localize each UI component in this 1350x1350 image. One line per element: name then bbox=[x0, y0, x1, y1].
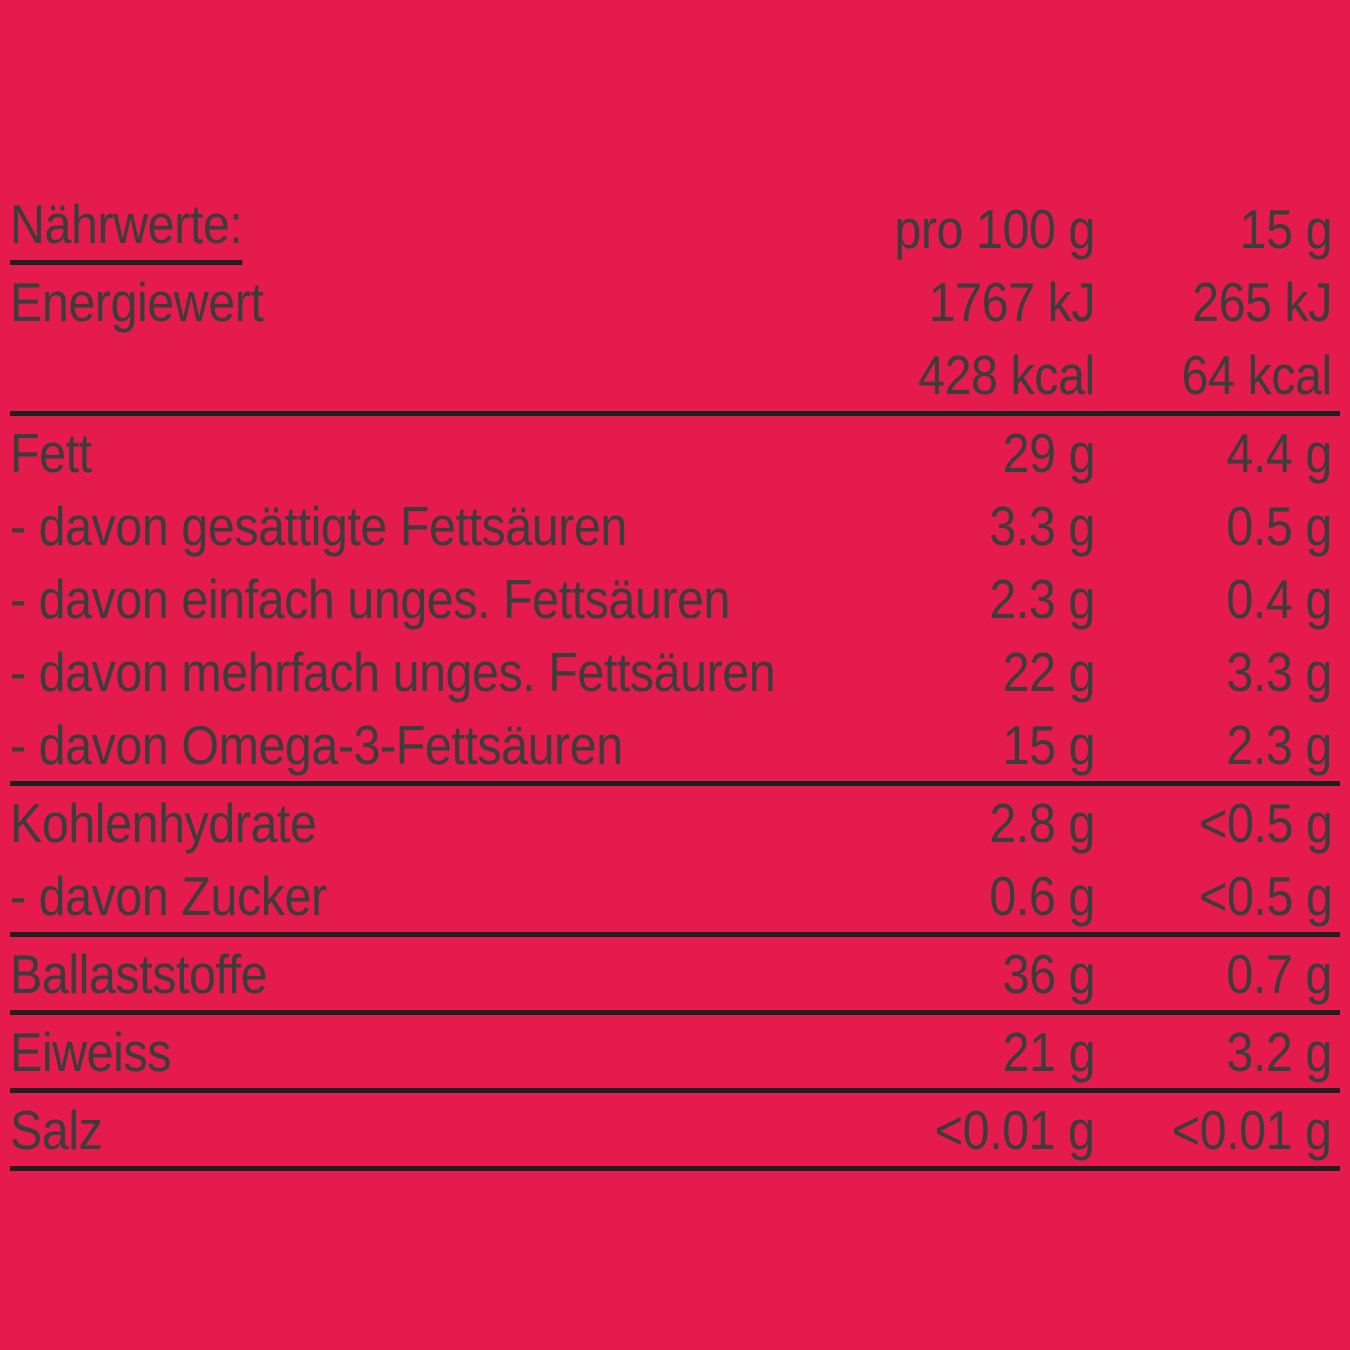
value-per-100g: 2.3 g bbox=[989, 567, 1095, 630]
table-title: Nährwerte: bbox=[10, 192, 242, 265]
value-per-15g: 64 kcal bbox=[1181, 343, 1332, 406]
nutrient-name: - davon Zucker bbox=[10, 864, 327, 927]
column-header-per-15g: 15 g bbox=[1239, 197, 1332, 260]
nutrient-name: - davon Omega-3-Fettsäuren bbox=[10, 713, 623, 776]
value-per-15g: 265 kJ bbox=[1192, 270, 1332, 333]
value-per-100g: 21 g bbox=[1002, 1020, 1095, 1083]
nutrient-row bbox=[10, 1013, 1340, 1091]
value-per-100g: 0.6 g bbox=[989, 864, 1095, 927]
nutrient-name: Energiewert bbox=[10, 270, 264, 333]
nutrient-name: Ballaststoffe bbox=[10, 942, 268, 1005]
value-per-100g: 1767 kJ bbox=[928, 270, 1095, 333]
value-per-100g: 3.3 g bbox=[989, 494, 1095, 557]
nutrient-row bbox=[10, 414, 1340, 490]
nutrient-row bbox=[10, 784, 1340, 860]
nutrition-table bbox=[10, 192, 1340, 1171]
value-per-15g: 3.3 g bbox=[1226, 640, 1332, 703]
column-header-per-100g: pro 100 g bbox=[894, 197, 1095, 260]
nutrient-name: - davon gesättigte Fettsäuren bbox=[10, 494, 627, 557]
nutrient-row bbox=[10, 562, 1340, 635]
nutrient-row bbox=[10, 338, 1340, 414]
value-per-15g: 0.7 g bbox=[1226, 942, 1332, 1005]
nutrient-name: - davon einfach unges. Fettsäuren bbox=[10, 567, 731, 630]
value-per-100g: 22 g bbox=[1002, 640, 1095, 703]
value-per-15g: 3.2 g bbox=[1226, 1020, 1332, 1083]
value-per-15g: <0.5 g bbox=[1198, 791, 1332, 854]
value-per-15g: 2.3 g bbox=[1226, 713, 1332, 776]
nutrient-name: - davon mehrfach unges. Fettsäuren bbox=[10, 640, 776, 703]
value-per-100g: 29 g bbox=[1002, 421, 1095, 484]
value-per-15g: 4.4 g bbox=[1226, 421, 1332, 484]
value-per-100g: 428 kcal bbox=[918, 343, 1095, 406]
nutrient-row bbox=[10, 1091, 1340, 1169]
nutrient-row bbox=[10, 935, 1340, 1013]
value-per-15g: 0.4 g bbox=[1226, 567, 1332, 630]
nutrient-name: Salz bbox=[10, 1098, 103, 1161]
value-per-15g: <0.01 g bbox=[1172, 1098, 1332, 1161]
value-per-100g: 36 g bbox=[1002, 942, 1095, 1005]
nutrient-row bbox=[10, 859, 1340, 935]
value-per-100g: 15 g bbox=[1002, 713, 1095, 776]
nutrient-name: Fett bbox=[10, 421, 92, 484]
nutrition-header-row bbox=[10, 192, 1340, 265]
nutrient-row bbox=[10, 635, 1340, 708]
value-per-15g: 0.5 g bbox=[1226, 494, 1332, 557]
value-per-15g: <0.5 g bbox=[1198, 864, 1332, 927]
nutrient-row bbox=[10, 265, 1340, 338]
value-per-100g: <0.01 g bbox=[935, 1098, 1095, 1161]
nutrient-name: Eiweiss bbox=[10, 1020, 171, 1083]
nutrient-row bbox=[10, 708, 1340, 784]
value-per-100g: 2.8 g bbox=[989, 791, 1095, 854]
nutrient-row bbox=[10, 489, 1340, 562]
nutrient-name: Kohlenhydrate bbox=[10, 791, 317, 854]
